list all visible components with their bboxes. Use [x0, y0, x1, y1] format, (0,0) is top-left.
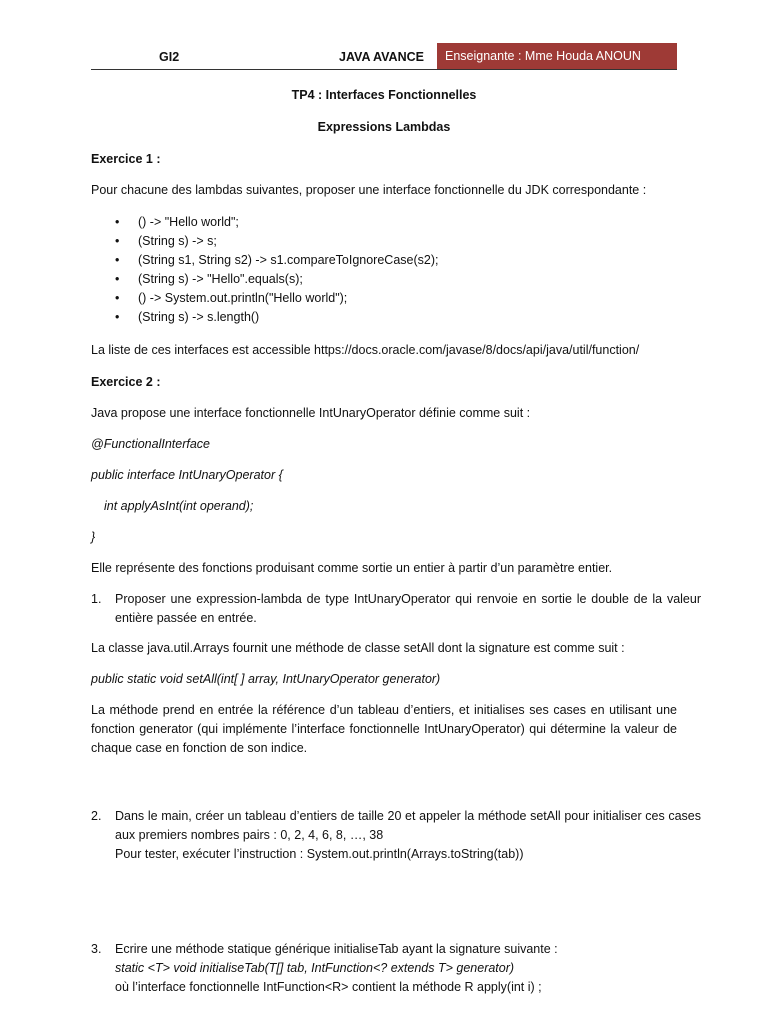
exercise-2-heading: Exercice 2 :: [91, 375, 161, 389]
question-number: 3.: [91, 942, 102, 956]
question-text: Dans le main, créer un tableau d’entiers de taille 20 et appeler la méthode setAll pour initialiser ces cases aux premiers nombres pairs : 0, 2, 4, 6, 8, …, 38: [115, 809, 701, 842]
question-3: [91, 940, 701, 997]
document-page: [91, 0, 701, 994]
header-rule: [91, 69, 677, 70]
question-text: Ecrire une méthode statique générique initialiseTab ayant la signature suivante :: [115, 942, 558, 956]
interface-description: Elle représente des fonctions produisant comme sortie un entier à partir d’un paramètre entier.: [91, 561, 613, 575]
question-text: Proposer une expression-lambda de type IntUnaryOperator qui renvoie en sortie le double de la valeur entière passée en entrée.: [115, 592, 701, 625]
list-item: • (String s1, String s2) -> s1.compareToIgnoreCase(s2);: [91, 251, 677, 270]
list-item: • (String s) -> s.length(): [91, 308, 677, 327]
question-test-instruction: Pour tester, exécuter l’instruction : System.out.println(Arrays.toString(tab)): [115, 847, 524, 861]
arrays-paragraph: La classe java.util.Arrays fournit une méthode de classe setAll dont la signature est comme suit :: [91, 641, 625, 655]
initialisetab-signature: static <T> void initialiseTab(T[] tab, IntFunction<? extends T> generator): [115, 961, 515, 975]
setall-description: La méthode prend en entrée la référence d’un tableau d’entiers, et initialises ses cases en utilisant une fonction generator (qui implémente l’interface fonctionnelle IntUnaryOperator) qui détermine la valeur de chaque case en fonction de son indice.: [91, 703, 677, 755]
list-item: • (String s) -> s;: [91, 232, 677, 251]
teacher-badge: Enseignante : Mme Houda ANOUN: [437, 43, 677, 70]
interfaces-link-paragraph: La liste de ces interfaces est accessible https://docs.oracle.com/javase/8/docs/api/java/util/function/: [91, 343, 640, 357]
document-subtitle: Expressions Lambdas: [317, 120, 451, 134]
code-annotation: @FunctionalInterface: [91, 437, 211, 451]
course-label: JAVA AVANCE: [339, 50, 424, 64]
exercise-2-intro: Java propose une interface fonctionnelle IntUnaryOperator définie comme suit :: [91, 406, 531, 420]
class-label: GI2: [159, 50, 180, 64]
question-2: [91, 807, 701, 864]
question-1: [91, 590, 701, 628]
exercise-1-heading: Exercice 1 :: [91, 152, 161, 166]
code-interface-decl: public interface IntUnaryOperator {: [91, 468, 283, 482]
code-method-decl: int applyAsInt(int operand);: [104, 499, 254, 513]
setall-signature: public static void setAll(int[ ] array, IntUnaryOperator generator): [91, 672, 441, 686]
list-item: • (String s) -> "Hello".equals(s);: [91, 270, 677, 289]
intfunction-note: où l’interface fonctionnelle IntFunction<R> contient la méthode R apply(int i) ;: [115, 980, 542, 994]
list-item: • () -> "Hello world";: [91, 213, 677, 232]
lambda-list: [91, 213, 677, 327]
question-number: 2.: [91, 809, 102, 823]
document-title: TP4 : Interfaces Fonctionnelles: [291, 88, 477, 102]
page-header: [91, 43, 677, 70]
list-item: • () -> System.out.println("Hello world");: [91, 289, 677, 308]
code-closing-brace: }: [91, 530, 96, 544]
exercise-1-intro: Pour chacune des lambdas suivantes, proposer une interface fonctionnelle du JDK correspondante :: [91, 183, 647, 197]
question-number: 1.: [91, 592, 102, 606]
